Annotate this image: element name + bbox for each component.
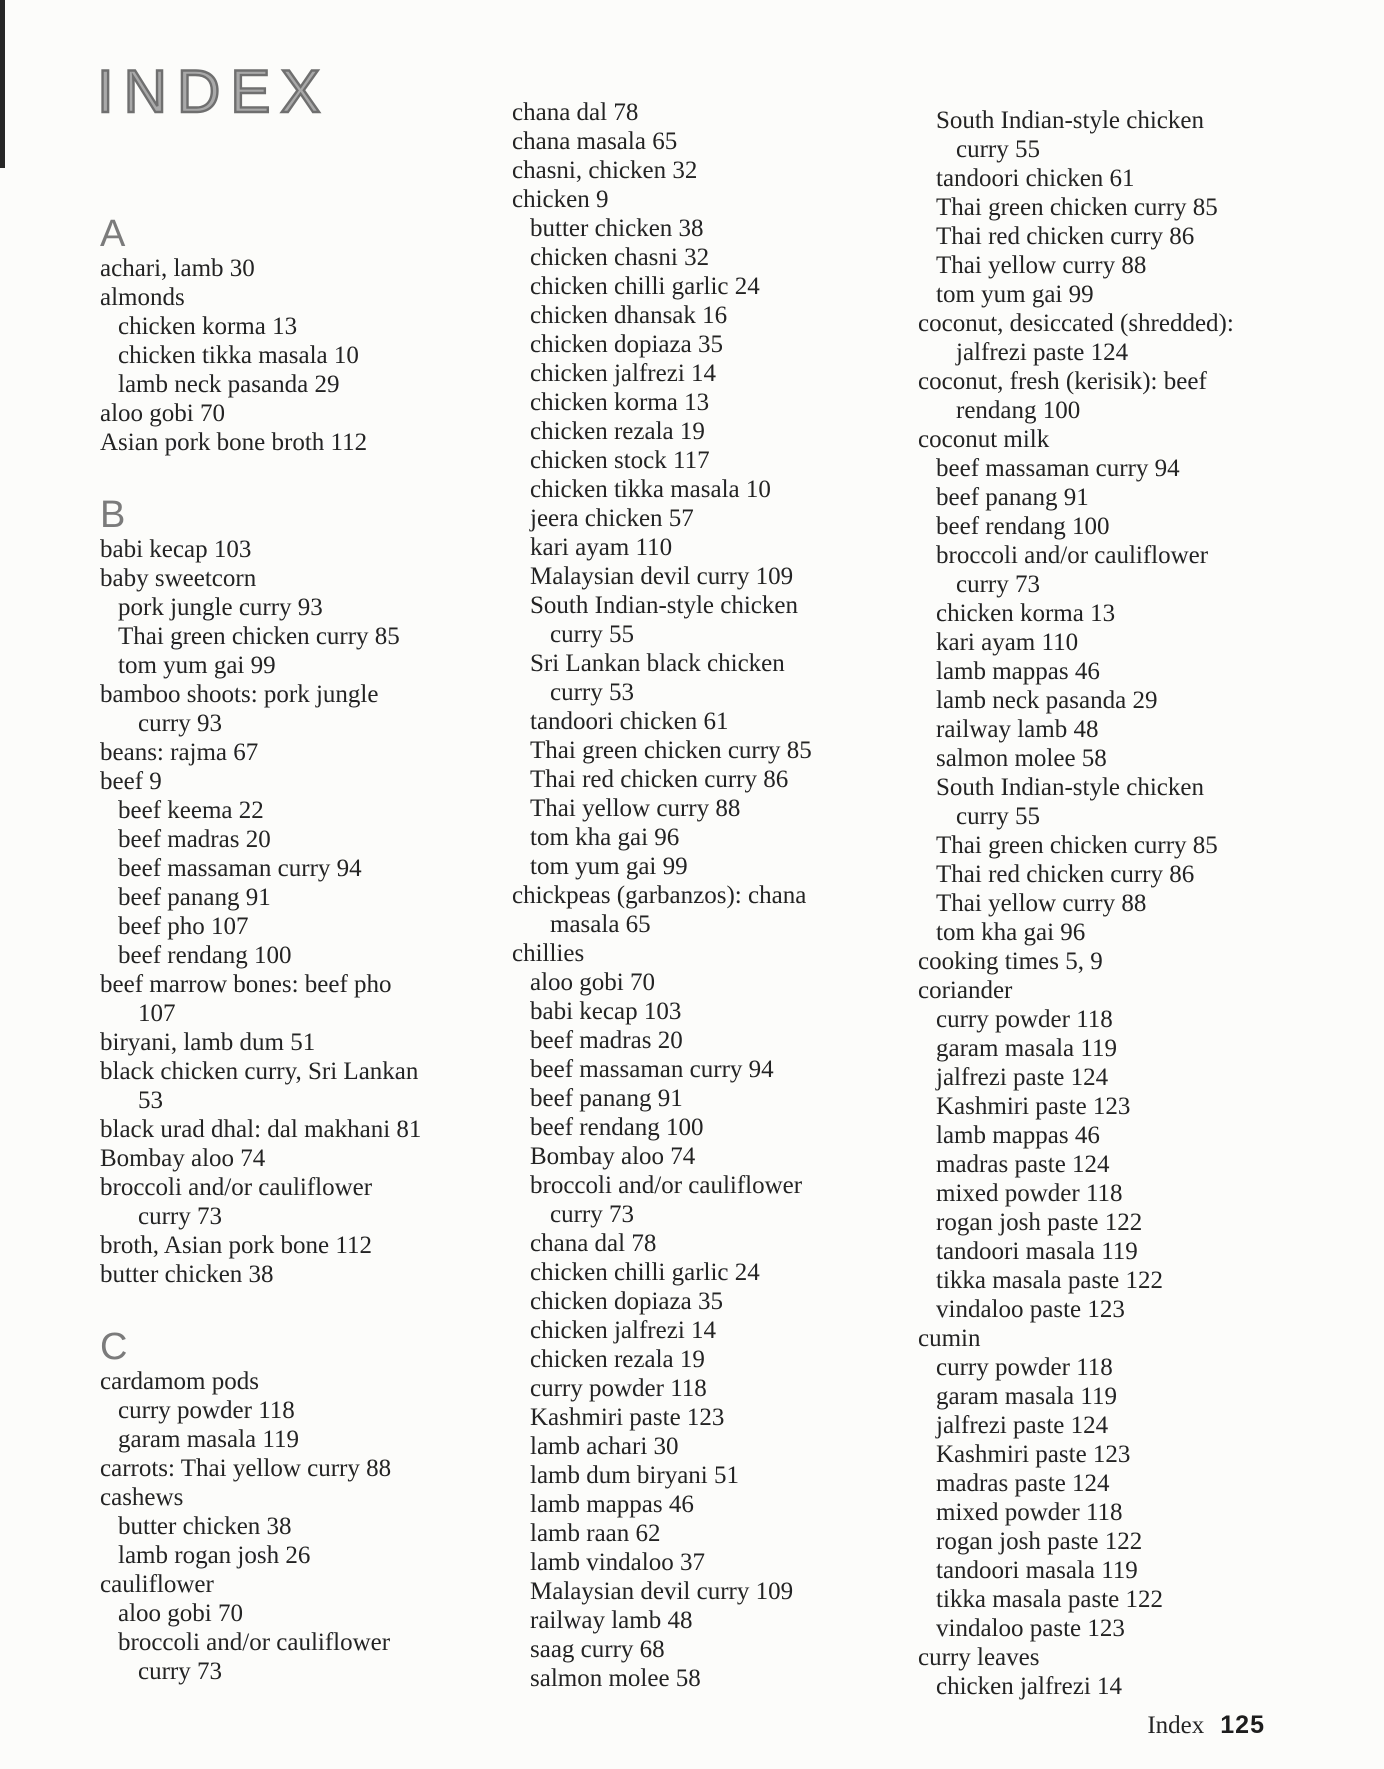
index-entry: curry powder 118 [936,1006,1113,1033]
index-entry: Thai yellow curry 88 [936,252,1147,279]
index-entry: beef madras 20 [530,1027,683,1054]
index-entry: lamb achari 30 [530,1433,679,1460]
index-entry: Thai red chicken curry 86 [936,861,1195,888]
index-entry: Bombay aloo 74 [100,1145,266,1172]
index-entry: coconut milk [918,426,1050,453]
index-entry: beef panang 91 [936,484,1089,511]
index-entry: cardamom pods [100,1368,259,1395]
index-entry: beef panang 91 [118,884,271,911]
index-entry: curry 73 [138,1658,222,1685]
index-entry: saag curry 68 [530,1636,665,1663]
index-entry: tandoori chicken 61 [530,708,729,735]
index-entry: achari, lamb 30 [100,255,255,282]
index-entry: kari ayam 110 [936,629,1079,656]
index-entry: lamb raan 62 [530,1520,661,1547]
index-entry: coconut, desiccated (shredded): [918,310,1234,337]
footer-page-number: 125 [1220,1711,1265,1739]
index-entry: Kashmiri paste 123 [936,1093,1131,1120]
index-entry: Thai red chicken curry 86 [936,223,1195,250]
index-entry: chicken korma 13 [530,389,710,416]
index-column-2 [512,98,894,1693]
index-entry: tom kha gai 96 [936,919,1086,946]
index-entry: cauliflower [100,1571,214,1598]
index-entry: chana dal 78 [512,99,639,126]
index-entry: curry 53 [550,679,634,706]
index-entry: black urad dhal: dal makhani 81 [100,1116,422,1143]
index-entry: chicken jalfrezi 14 [530,360,717,387]
index-entry: jeera chicken 57 [530,505,694,532]
index-entry: garam masala 119 [936,1383,1117,1410]
index-entry: beef 9 [100,768,162,795]
index-entry: lamb rogan josh 26 [118,1542,311,1569]
index-entry: babi kecap 103 [530,998,682,1025]
footer-section-label: Index [1147,1712,1205,1739]
index-entry: tom kha gai 96 [530,824,680,851]
index-entry: chicken dopiaza 35 [530,1288,723,1315]
index-entry: chicken stock 117 [530,447,710,474]
index-entry: curry powder 118 [530,1375,707,1402]
index-entry: beef keema 22 [118,797,264,824]
index-entry: butter chicken 38 [118,1513,292,1540]
index-entry: chana dal 78 [530,1230,657,1257]
index-entry: curry 73 [138,1203,222,1230]
index-entry: lamb vindaloo 37 [530,1549,705,1576]
index-entry: chillies [512,940,585,967]
index-entry: broth, Asian pork bone 112 [100,1232,372,1259]
index-entry: kari ayam 110 [530,534,673,561]
index-entry: tikka masala paste 122 [936,1267,1164,1294]
index-entry: rendang 100 [956,397,1081,424]
index-column-1 [100,214,482,1686]
index-entry: curry powder 118 [936,1354,1113,1381]
index-entry: garam masala 119 [118,1426,299,1453]
index-entry: chicken korma 13 [118,313,298,340]
index-entry: butter chicken 38 [530,215,704,242]
index-entry: jalfrezi paste 124 [936,1412,1109,1439]
index-entry: jalfrezi paste 124 [956,339,1129,366]
index-entry: aloo gobi 70 [100,400,225,427]
index-entry: curry 55 [956,136,1040,163]
index-entry: Malaysian devil curry 109 [530,1578,794,1605]
index-entry: biryani, lamb dum 51 [100,1029,316,1056]
index-entry: lamb neck pasanda 29 [118,371,340,398]
index-entry: chicken chilli garlic 24 [530,1259,760,1286]
index-entry: 107 [138,1000,176,1027]
index-entry: butter chicken 38 [100,1261,274,1288]
index-entry: beef pho 107 [118,913,249,940]
index-entry: beef rendang 100 [530,1114,704,1141]
section-letter-B: B [100,494,126,536]
index-entry: coconut, fresh (kerisik): beef [918,368,1207,395]
index-entry: chickpeas (garbanzos): chana [512,882,807,909]
index-entry: Thai green chicken curry 85 [936,194,1218,221]
index-entry: chicken tikka masala 10 [530,476,771,503]
index-entry: Sri Lankan black chicken [530,650,785,677]
index-entry: Kashmiri paste 123 [936,1441,1131,1468]
index-entry: bamboo shoots: pork jungle [100,681,379,708]
index-entry: tom yum gai 99 [118,652,276,679]
index-entry: chicken jalfrezi 14 [530,1317,717,1344]
index-entry: beef panang 91 [530,1085,683,1112]
index-entry: broccoli and/or cauliflower [530,1172,803,1199]
index-entry: salmon molee 58 [530,1665,701,1692]
index-entry: curry leaves [918,1644,1040,1671]
index-entry: 53 [138,1087,163,1114]
index-entry: lamb neck pasanda 29 [936,687,1158,714]
index-entry: tandoori masala 119 [936,1238,1138,1265]
section-letter-A: A [100,213,126,255]
index-entry: carrots: Thai yellow curry 88 [100,1455,392,1482]
index-entry: black chicken curry, Sri Lankan [100,1058,419,1085]
page-title: INDEX [97,58,331,125]
index-entry: garam masala 119 [936,1035,1117,1062]
index-entry: salmon molee 58 [936,745,1107,772]
index-entry: beef massaman curry 94 [118,855,362,882]
index-entry: lamb mappas 46 [936,1122,1100,1149]
index-column-3 [918,106,1300,1701]
section-letter-C: C [100,1326,128,1368]
index-entry: beef rendang 100 [936,513,1110,540]
index-entry: Bombay aloo 74 [530,1143,696,1170]
index-entry: chicken 9 [512,186,609,213]
index-entry: curry powder 118 [118,1397,295,1424]
index-entry: tandoori chicken 61 [936,165,1135,192]
index-entry: broccoli and/or cauliflower [936,542,1209,569]
index-entry: chicken korma 13 [936,600,1116,627]
index-entry: lamb mappas 46 [530,1491,694,1518]
index-entry: aloo gobi 70 [118,1600,243,1627]
index-entry: curry 73 [550,1201,634,1228]
index-entry: tikka masala paste 122 [936,1586,1164,1613]
index-entry: masala 65 [550,911,651,938]
index-entry: aloo gobi 70 [530,969,655,996]
index-entry: Asian pork bone broth 112 [100,429,368,456]
index-entry: beef massaman curry 94 [530,1056,774,1083]
page-footer [1147,1710,1265,1741]
index-entry: curry 55 [550,621,634,648]
index-entry: Thai green chicken curry 85 [936,832,1218,859]
index-entry: chicken dopiaza 35 [530,331,723,358]
index-entry: Thai green chicken curry 85 [118,623,400,650]
index-entry: railway lamb 48 [530,1607,693,1634]
index-entry: rogan josh paste 122 [936,1528,1143,1555]
index-entry: chicken rezala 19 [530,418,705,445]
index-entry: broccoli and/or cauliflower [100,1174,373,1201]
scan-edge-artifact [0,0,5,168]
index-entry: South Indian-style chicken [936,107,1204,134]
index-entry: chicken jalfrezi 14 [936,1673,1123,1700]
index-entry: rogan josh paste 122 [936,1209,1143,1236]
index-entry: curry 93 [138,710,222,737]
index-entry: babi kecap 103 [100,536,252,563]
index-entry: beef marrow bones: beef pho [100,971,392,998]
index-entry: beef rendang 100 [118,942,292,969]
index-entry: chicken rezala 19 [530,1346,705,1373]
index-entry: almonds [100,284,185,311]
index-entry: Thai yellow curry 88 [530,795,741,822]
index-entry: mixed powder 118 [936,1499,1123,1526]
index-entry: lamb dum biryani 51 [530,1462,739,1489]
index-entry: South Indian-style chicken [530,592,798,619]
index-entry: madras paste 124 [936,1151,1110,1178]
index-entry: mixed powder 118 [936,1180,1123,1207]
index-entry: Thai red chicken curry 86 [530,766,789,793]
index-entry: tom yum gai 99 [936,281,1094,308]
index-entry: lamb mappas 46 [936,658,1100,685]
index-entry: pork jungle curry 93 [118,594,323,621]
index-entry: cooking times 5, 9 [918,948,1103,975]
index-entry: chicken dhansak 16 [530,302,728,329]
index-entry: vindaloo paste 123 [936,1296,1125,1323]
index-entry: beef madras 20 [118,826,271,853]
index-entry: tom yum gai 99 [530,853,688,880]
index-entry: coriander [918,977,1013,1004]
index-entry: railway lamb 48 [936,716,1099,743]
index-entry: chicken tikka masala 10 [118,342,359,369]
index-entry: chicken chasni 32 [530,244,710,271]
index-entry: Thai yellow curry 88 [936,890,1147,917]
index-entry: chana masala 65 [512,128,678,155]
index-entry: vindaloo paste 123 [936,1615,1125,1642]
index-entry: jalfrezi paste 124 [936,1064,1109,1091]
index-entry: broccoli and/or cauliflower [118,1629,391,1656]
index-entry: Kashmiri paste 123 [530,1404,725,1431]
index-entry: South Indian-style chicken [936,774,1204,801]
index-entry: baby sweetcorn [100,565,257,592]
index-entry: tandoori masala 119 [936,1557,1138,1584]
index-entry: curry 73 [956,571,1040,598]
index-entry: Malaysian devil curry 109 [530,563,794,590]
index-entry: madras paste 124 [936,1470,1110,1497]
index-entry: cashews [100,1484,184,1511]
index-entry: curry 55 [956,803,1040,830]
index-entry: beans: rajma 67 [100,739,259,766]
index-entry: beef massaman curry 94 [936,455,1180,482]
index-entry: chicken chilli garlic 24 [530,273,760,300]
index-entry: chasni, chicken 32 [512,157,698,184]
index-entry: cumin [918,1325,981,1352]
index-entry: Thai green chicken curry 85 [530,737,812,764]
